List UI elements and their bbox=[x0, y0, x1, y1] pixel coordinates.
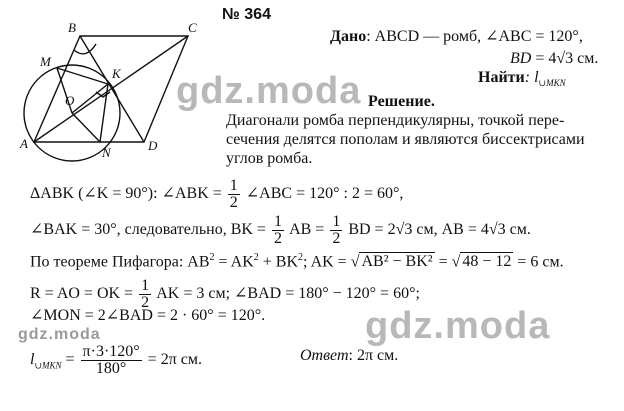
line6-eq: = bbox=[61, 351, 75, 369]
fraction-den: 2 bbox=[229, 194, 238, 211]
line3-part-e: = √ bbox=[434, 253, 461, 271]
solution-para-2: сечения делятся пополам и являются биссектрисами bbox=[226, 131, 585, 148]
label-k: K bbox=[112, 66, 121, 81]
find-line bbox=[478, 68, 566, 93]
line6-result: = 2π см. bbox=[147, 351, 202, 369]
fraction-den: 180° bbox=[95, 360, 127, 377]
fraction-half bbox=[272, 214, 284, 247]
fraction-arc-length bbox=[81, 344, 142, 377]
radius-on bbox=[72, 113, 100, 142]
line3-sup-3: 2 bbox=[298, 252, 303, 263]
find-value: : l bbox=[524, 69, 539, 86]
line4-part-b: AK = 3 см; ∠BAD = 180° − 120° = 60°; bbox=[156, 285, 420, 303]
solution-line-5: ∠MON = 2∠BAD = 2 · 60° = 120°. bbox=[30, 307, 266, 324]
label-m: M bbox=[40, 54, 51, 69]
label-b: B bbox=[68, 20, 76, 35]
fraction-den: 2 bbox=[273, 230, 282, 247]
answer-value: : 2π см. bbox=[348, 347, 399, 364]
line3-sup-2: 2 bbox=[253, 252, 259, 263]
label-o: O bbox=[65, 93, 75, 108]
given-bd-label: BD bbox=[510, 50, 532, 67]
radius-ok bbox=[72, 84, 108, 113]
find-label: Найти bbox=[478, 69, 525, 86]
fraction-half bbox=[330, 214, 342, 247]
line3-part-c: + BK bbox=[258, 253, 298, 271]
solution-para-1: Диагонали ромба перпендикулярны, точкой пере- bbox=[226, 112, 565, 129]
given-label: Дано bbox=[330, 28, 367, 45]
fraction-den: 2 bbox=[141, 294, 150, 311]
fraction-num: 1 bbox=[273, 213, 282, 230]
line3-part-f: = 6 см. bbox=[513, 253, 564, 271]
line3-sup-1: 2 bbox=[209, 252, 215, 263]
solution-line-2 bbox=[30, 214, 531, 247]
label-c: C bbox=[188, 20, 197, 35]
line2-part-b: AB = bbox=[289, 221, 325, 239]
fraction-num: 1 bbox=[141, 277, 150, 294]
line3-radicand-1: AB² − BK² bbox=[361, 253, 433, 271]
line2-part-c: BD = 2√3 см, AB = 4√3 см. bbox=[348, 221, 531, 239]
line6-l: l bbox=[30, 351, 35, 369]
line3-part-d: ; AK = √ bbox=[303, 253, 360, 271]
problem-number: № 364 bbox=[222, 6, 271, 23]
line3-part-a: По теореме Пифагора: AB bbox=[30, 253, 210, 271]
watermark-small: gdz.moda bbox=[18, 326, 101, 343]
given-line-1 bbox=[330, 27, 583, 47]
solution-line-1 bbox=[30, 178, 403, 211]
fraction-num: π·3·120° bbox=[82, 343, 140, 360]
line1-part-b: ∠ABC = 120° : 2 = 60°, bbox=[245, 185, 404, 203]
solution-heading: Решение. bbox=[368, 93, 435, 110]
solution-line-3 bbox=[30, 248, 564, 272]
watermark-main-1: gdz.moda bbox=[176, 70, 362, 112]
label-n: N bbox=[102, 145, 111, 160]
segment-kn bbox=[100, 84, 108, 142]
line2-part-a: ∠BAK = 30°, следовательно, BK = bbox=[30, 221, 266, 239]
fraction-num: 1 bbox=[229, 177, 238, 194]
given-bd-value: = 4√3 bbox=[531, 50, 574, 67]
answer-label: Ответ bbox=[300, 347, 349, 364]
watermark-main-2: gdz.moda bbox=[365, 305, 551, 347]
answer-line bbox=[300, 346, 398, 366]
fraction-num: 1 bbox=[332, 213, 341, 230]
given-bd-unit: см. bbox=[577, 50, 599, 67]
label-d: D bbox=[148, 138, 158, 153]
label-a: A bbox=[20, 136, 28, 151]
given-text: : ABCD — ромб, ∠ABC = 120°, bbox=[366, 28, 583, 45]
solution-para-3: углов ромба. bbox=[226, 150, 313, 167]
line4-part-a: R = AO = OK = bbox=[30, 285, 134, 303]
fraction-den: 2 bbox=[332, 230, 341, 247]
line1-part-a: ΔABK (∠K = 90°): ∠ABK = bbox=[30, 185, 222, 203]
line3-part-b: = AK bbox=[214, 253, 254, 271]
solution-line-6 bbox=[30, 344, 202, 377]
find-subscript: ∪MKN bbox=[538, 78, 566, 89]
given-line-2 bbox=[510, 49, 598, 69]
line3-radicand-2: 48 − 12 bbox=[462, 253, 512, 271]
line6-subscript: ∪MKN bbox=[34, 360, 62, 371]
fraction-half bbox=[228, 178, 240, 211]
